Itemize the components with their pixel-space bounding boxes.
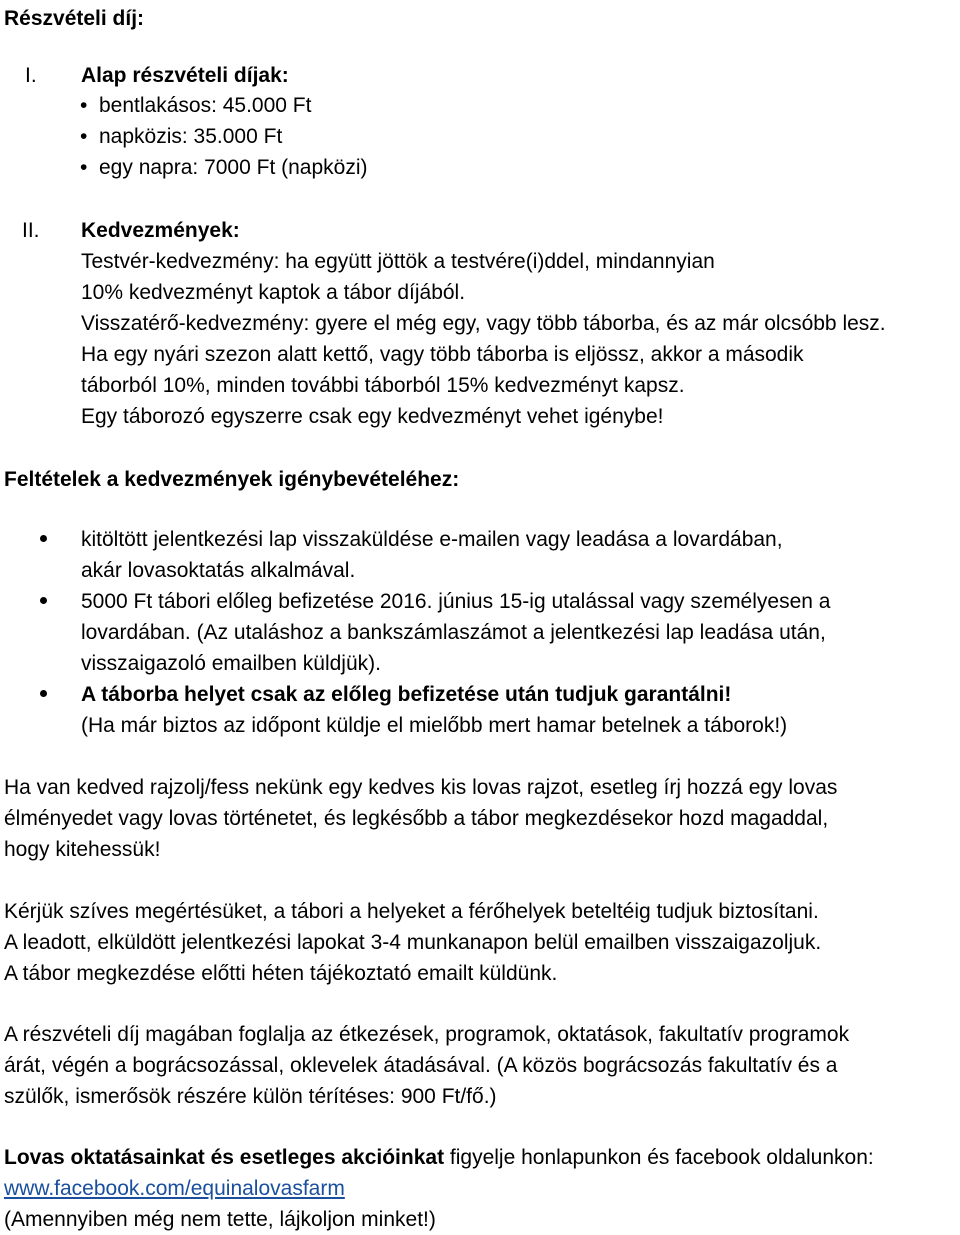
bullet-icon: • [80,156,88,179]
bullet-icon: • [80,125,88,148]
facebook-link-line [4,1173,345,1204]
condition-line: kitöltött jelentkezési lap visszaküldése e-mailen vagy leadása a lovardában, [81,528,783,551]
condition-line-emphasis: A táborba helyet csak az előleg befizetése után tudjuk garantálni! [81,683,732,706]
condition-line: akár lovasoktatás alkalmával. [81,559,356,582]
paragraph-line: hogy kitehessük! [4,838,161,861]
discount-line: Ha egy nyári szezon alatt kettő, vagy több táborba is eljössz, akkor a második [81,343,804,366]
facebook-link[interactable]: www.facebook.com/equinalovasfarm [4,1177,345,1200]
paragraph-line: A leadott, elküldött jelentkezési lapokat 3-4 munkanapon belül emailben visszaigazoljuk. [4,931,822,954]
discount-line: Visszatérő-kedvezmény: gyere el még egy, vagy több táborba, és az már olcsóbb lesz. [81,312,886,335]
fee-item-text: egy napra: 7000 Ft (napközi) [99,156,368,179]
paragraph-line: élményedet vagy lovas történetet, és legkésőbb a tábor megkezdésekor hozd magaddal, [4,807,829,830]
discount-line: táborból 10%, minden további táborból 15% kedvezményt kapsz. [81,374,685,397]
condition-line: lovardában. (Az utaláshoz a bankszámlaszámot a jelentkezési lap leadása után, [81,621,826,644]
section-1-numeral: I. [25,64,37,87]
condition-line: 5000 Ft tábori előleg befizetése 2016. június 15-ig utalással vagy személyesen a [81,590,831,613]
fee-item-text: napközis: 35.000 Ft [99,125,283,148]
discount-line: Egy táborozó egyszerre csak egy kedvezményt vehet igénybe! [81,405,664,428]
condition-line: visszaigazoló emailben küldjük). [81,652,381,675]
bullet-icon [40,597,47,604]
paragraph-line: szülők, ismerősök részére külön térítéses: 900 Ft/fő.) [4,1085,497,1108]
footer-text: figyelje honlapunkon és facebook oldalunkon: [444,1146,874,1169]
condition-line: (Ha már biztos az időpont küldje el mielőbb mert hamar betelnek a táborok!) [81,714,788,737]
bullet-icon: • [80,94,88,117]
section-2-title: Kedvezmények: [81,219,240,242]
bullet-icon [40,690,47,697]
bullet-icon [40,535,47,542]
section-2-numeral: II. [22,219,40,242]
paragraph-line: A részvételi díj magában foglalja az étkezések, programok, oktatások, fakultatív programok [4,1023,850,1046]
discount-line: 10% kedvezményt kaptok a tábor díjából. [81,281,466,304]
paragraph-line: A tábor megkezdése előtti héten tájékoztató emailt küldünk. [4,962,558,985]
conditions-title: Feltételek a kedvezmények igénybevételéhez: [4,468,460,491]
footer-bold-text: Lovas oktatásainkat és esetleges akcióinkat [4,1146,445,1169]
footer-line [4,1142,874,1173]
paragraph-line: árát, végén a bográcsozással, oklevelek átadásával. (A közös bográcsozás fakultatív és a [4,1054,838,1077]
discount-line: Testvér-kedvezmény: ha együtt jöttök a testvére(i)ddel, mindannyian [81,250,715,273]
page-heading: Részvételi díj: [4,7,145,30]
like-line: (Amennyiben még nem tette, lájkoljon minket!) [4,1208,436,1231]
paragraph-line: Ha van kedved rajzolj/fess nekünk egy kedves kis lovas rajzot, esetleg írj hozzá egy lovas [4,776,838,799]
paragraph-line: Kérjük szíves megértésüket, a tábori a helyeket a férőhelyek beteltéig tudjuk biztosítani. [4,900,819,923]
section-1-title: Alap részvételi díjak: [81,64,289,87]
fee-item-text: bentlakásos: 45.000 Ft [99,94,312,117]
